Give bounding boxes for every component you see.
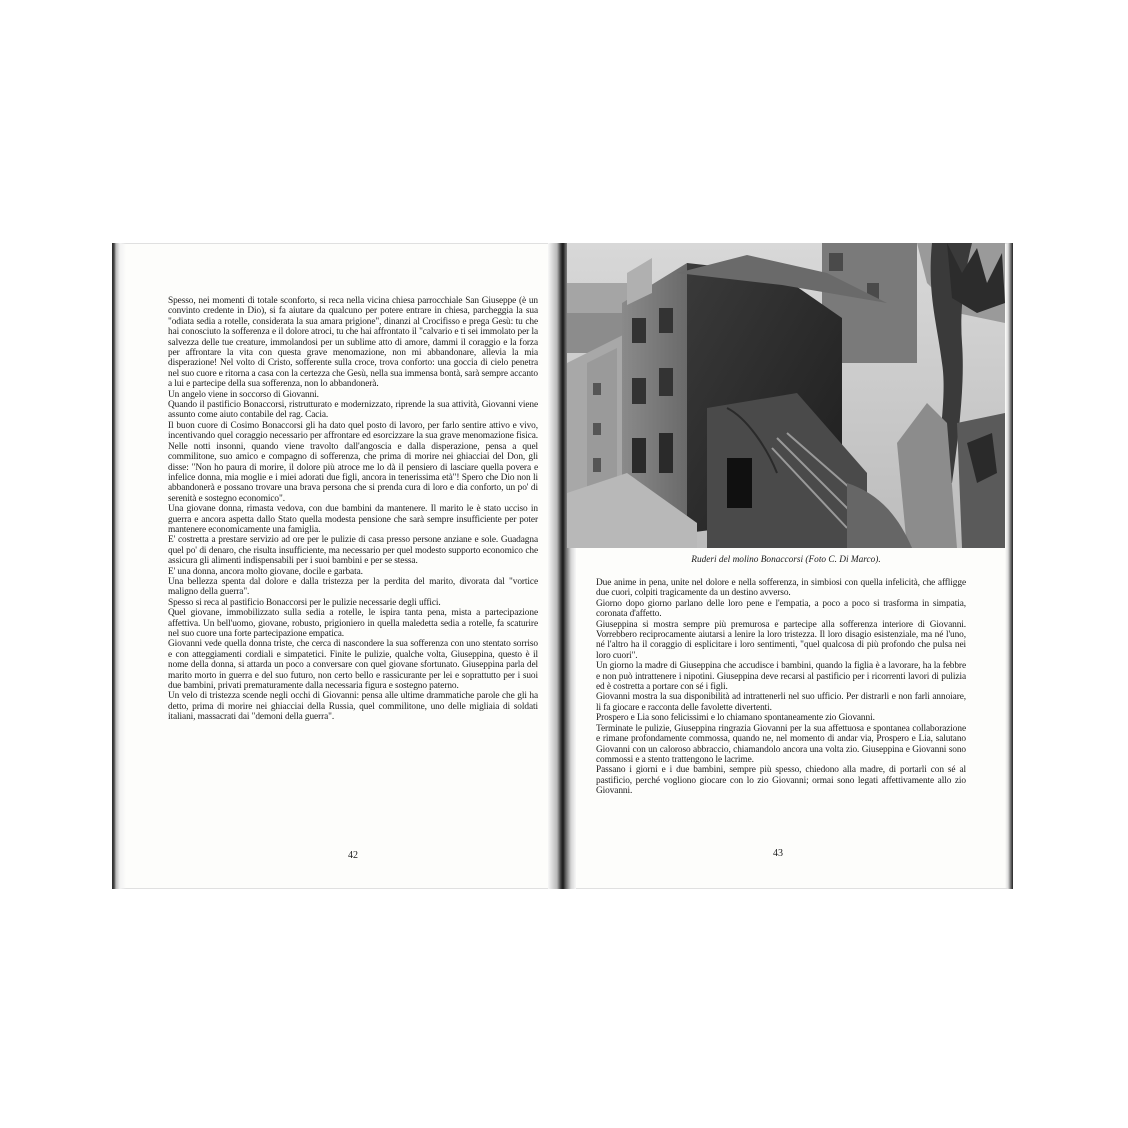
paragraph: Passano i giorni e i due bambini, sempre più spesso, chiedono alla madre, di portarli con sé al pastificio, perché vogliono giocare con lo zio Giovanni; ormai sono legati affettivamente allo zio Giovanni. [596,765,966,797]
paragraph: Una bellezza spenta dal dolore e dalla tristezza per la perdita del marito, divorata dal "vortice maligno della guerra". [168,576,538,598]
paragraph: Un angelo viene in soccorso di Giovanni. [168,389,319,400]
paragraph: Giovanni mostra la sua disponibilità ad intrattenerli nel suo ufficio. Per distrarli e non farli annoiare, li fa giocare e racconta delle favolette divertenti. [596,692,966,713]
paragraph: Una giovane donna, rimasta vedova, con due bambini da mantenere. Il marito le è stato ucciso in guerra e ancora aspetta dallo Stato quella modesta pensione che sarà sempre insufficiente per poter mantenere economicamente una famiglia. [168,504,538,535]
paragraph: E' costretta a prestare servizio ad ore per le pulizie di casa presso persone anziane e sole. Guadagna quel po' di denaro, che risulta insufficiente, ma necessario per quel modesto supporto economico che assicura gli alimenti indispensabili per i suoi bambini e per se stessa. [168,535,538,567]
right-page-number: 43 [773,848,783,859]
photo-caption: Ruderi del molino Bonaccorsi (Foto C. Di Marco). [691,555,881,565]
paragraph: Un velo di tristezza scende negli occhi di Giovanni: pensa alle ultime drammatiche parole che gli ha detto, prima di morire nei ghiacciai della Russia, quel commilitone, uno delle migliaia di soldati italiani, massacrati dai "demoni della guerra". [168,691,538,723]
paragraph: Un giorno la madre di Giuseppina che accudisce i bambini, quando la figlia è a lavorare, ha la febbre e non può intrattenere i nipotini. Giuseppina deve recarsi al pastificio per i ricorrenti lavori di pulizia ed è costretta a portare con sé i figli. [596,661,966,693]
paragraph: Prospero e Lia sono felicissimi e lo chiamano spontaneamente zio Giovanni. [596,713,875,724]
paragraph: Spesso si reca al pastificio Bonaccorsi per le pulizie necessarie degli uffici. [168,597,441,608]
paragraph: Quando il pastificio Bonaccorsi, ristrutturato e modernizzato, riprende la sua attività, Giovanni viene assunto come aiuto contabile del rag. Cacia. [168,400,538,421]
mill-ruins-image [567,243,1005,548]
left-page-text [168,296,538,723]
paragraph: Giorno dopo giorno parlano delle loro pene e l'empatia, a poco a poco si trasforma in simpatia, coronata d'affetto. [596,598,966,620]
paragraph: Il buon cuore di Cosimo Bonaccorsi gli ha dato quel posto di lavoro, per farlo sentire attivo e vivo, incentivando quel coraggio necessario per affrontare ed esorcizzare la sua grave menomazione fisica. Nelle notti insonni, quando viene travolto dall'angoscia e dalla disperazione, pensa a quel commilitone, suo amico e compagno di sofferenza, che prima di morire nei ghiacciai del Don, gli disse: "Non ho paura di morire, il dolore più atroce me lo dà il pensiero di lasciare quella povera e infelice donna, mia moglie e i miei adorati due figli, ancora in tenerissima età"! Spero che Dio non li abbandonerà e possano trovare una brava persona che si prenda cura di loro e dia conforto, un po' di serenità e sostegno economico". [168,420,538,504]
paragraph: Spesso, nei momenti di totale sconforto, si reca nella vicina chiesa parrocchiale San Giuseppe (è un convinto credente in Dio), si fa aiutare da qualcuno per potere entrare in chiesa, parcheggia la sua "odiata sedia a rotelle, considerata la sua amara prigione", dinanzi al Crocifisso e prega Gesù: tu che hai conosciuto la sofferenza e il dolore atroci, tu che hai affrontato il "calvario e ti sei immolato per la salvezza delle tue creature, immolandosi per un sublime atto di amore, dammi il coraggio e la forza per affrontare la vita con questa grave menomazione, non mi abbandonare, allevia la mia disperazione! Nel volto di Cristo, sofferente sulla croce, trova conforto: una goccia di cielo penetra nel suo cuore e ritorna a casa con la certezza che Gesù, nella sua immensa bontà, sarà sempre accanto a lui e partecipe della sua sofferenza, non lo abbandonerà. [168,296,538,390]
paragraph: Giovanni vede quella donna triste, che cerca di nascondere la sua sofferenza con uno stentato sorriso e con atteggiamenti cordiali e simpatetici. Finite le pulizie, qualche volta, Giuseppina, questo è il nome della donna, si attarda un poco a conversare con quel giovane sfortunato. Giuseppina parla del marito morto in guerra e del suo futuro, non certo bello e rassicurante per lei e soprattutto per i suoi due bambini, privati prematuramente dalla necessaria figura e sostegno paterno. [168,639,538,692]
paragraph: E' una donna, ancora molto giovane, docile e garbata. [168,566,363,577]
right-page-text [596,578,966,797]
paragraph: Terminate le pulizie, Giuseppina ringrazia Giovanni per la sua affettuosa e spontanea collaborazione e rimane profondamente commossa, quando ne, nel momento di andar via, Prospero e Lia, salutano Giovanni con un caloroso abbraccio, chiamandolo ancora una volta zio. Giuseppina e Giovanni sono commossi e a stento trattengono le lacrime. [596,723,966,765]
paragraph: Due anime in pena, unite nel dolore e nella sofferenza, in simbiosi con quella infelicità, che affligge due cuori, colpiti tragicamente da un destino avverso. [596,578,966,599]
paragraph: Giuseppina si mostra sempre più premurosa e partecipe alla sofferenza interiore di Giovanni. Vorrebbero reciprocamente aiutarsi a lenire la loro tristezza. Il loro disagio esistenziale, ma né l'uno, né l'altro ha il coraggio di esplicitare i loro sentimenti, "quel qualcosa di più profondo che pulsa nei loro cuori". [596,619,966,661]
left-page-number: 42 [348,850,358,861]
right-page-edge [1005,243,1013,889]
left-page-edge [112,243,126,889]
paragraph: Quel giovane, immobilizzato sulla sedia a rotelle, le ispira tanta pena, mista a partecipazione affettiva. Un bell'uomo, giovane, robusto, prigioniero in quella maledetta sedia a rotelle, fa scaturire nel suo cuore una forte partecipazione empatica. [168,608,538,639]
mill-ruins-photo [567,243,1005,548]
